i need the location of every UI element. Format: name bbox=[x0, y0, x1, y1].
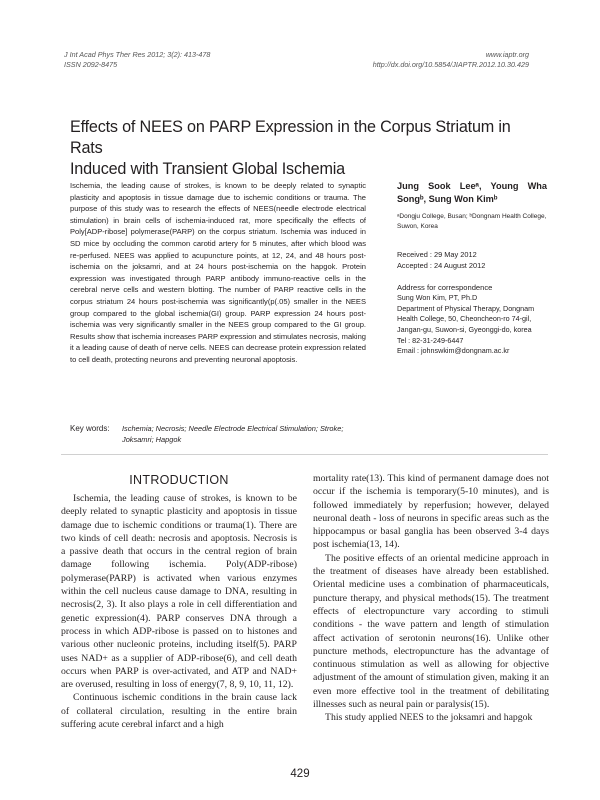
abstract bbox=[70, 180, 366, 366]
journal-issn: ISSN 2092-8475 bbox=[64, 60, 118, 69]
page-number: 429 bbox=[290, 768, 310, 780]
keywords bbox=[70, 423, 366, 445]
author-info bbox=[397, 180, 547, 357]
body-paragraph: This study applied NEES to the joksamri and hapgok bbox=[325, 712, 533, 724]
received-date: Received : 29 May 2012 bbox=[397, 250, 477, 260]
journal-website[interactable]: www.iaptr.org bbox=[485, 50, 529, 59]
section-divider bbox=[61, 454, 548, 455]
correspondence-email[interactable]: Email : johnswkim@dongnam.ac.kr bbox=[397, 346, 510, 356]
accepted-date: Accepted : 24 August 2012 bbox=[397, 261, 486, 271]
introduction-heading: INTRODUCTION bbox=[129, 473, 229, 487]
body-paragraph-continued: mortality rate(13). This kind of permanent damage does not occur if the ischemia is temporary(5-10 minutes), and is followed immediately by reperfusion; however, delayed neuronal death - loss of neurons in specific areas such as the hippocampus or basal ganglia has been observed 3-4 days post ischemia(13, 14). bbox=[313, 473, 549, 551]
body-paragraph: The positive effects of an oriental medicine approach in the treatment of diseases have already been established. Oriental medicine uses a combination of pharmaceuticals, puncture therapy, and physical methods(15). The treatment effects of electropuncture vary according to stimuli conditions - the wave pattern and length of stimulation affect activation of serotonin neurons(16). Unlike other puncture methods, electropuncture has the advantage of continuous stimulation as well as allowing for objective adjustment of the amount of stimulation given, making it an even more effective tool in the treatment of debilitating illnesses such as neural pain or paralysis(15). bbox=[313, 552, 549, 711]
body-paragraph: Ischemia, the leading cause of strokes, is known to be deeply related to synaptic plasticity and apoptosis in tissue damage due to ischemic conditions or trauma(1). There are two kinds of cell death: necrosis and apoptosis. Necrosis is a passive death that occurs in the central region of brain damage following ischemia. Poly(ADP-ribose) polymerase(PARP) is activated when various enzymes within the cell nucleus cause damage to DNA, resulting in necrosis(2, 3). It also plays a role in cell differentiation and genetic expression(4). PARP conserves DNA through a process in which ADP-ribose is passed on to histones and various other nucleonic proteins, including itself(5). PARP uses NAD+ as a supplier of ADP-ribose(6), and cell death occurs when PARP is over-activated, and ATP and NAD+ are overused, resulting in loss of energy(7, 8, 9, 10, 11, 12). bbox=[61, 493, 297, 691]
correspondence-address: Department of Physical Therapy, Dongnam Health College, 50, Cheoncheon-ro 74-gil, Jangan-gu, Suwon-si, Gyeonggi-do, korea bbox=[397, 303, 535, 334]
article-dates bbox=[397, 249, 547, 271]
journal-citation: J Int Acad Phys Ther Res 2012; 3(2): 413-478 bbox=[64, 50, 211, 59]
journal-links bbox=[373, 50, 529, 70]
article-doi[interactable]: http://dx.doi.org/10.5854/JIAPTR.2012.10.30.429 bbox=[372, 60, 529, 69]
title-line-2: Induced with Transient Global Ischemia bbox=[70, 160, 345, 178]
correspondence-heading: Address for correspondence bbox=[397, 283, 493, 293]
correspondence-tel: Tel : 82-31-249-6447 bbox=[397, 335, 464, 345]
body-paragraph: Continuous ischemic conditions in the brain cause lack of collateral circulation, resulting in the entire brain suffering acute cerebral infarct and a high bbox=[61, 692, 297, 731]
author-affiliation: ᵃDongju College, Busan; ᵇDongnam Health College, Suwon, Korea bbox=[397, 213, 547, 230]
title-line-1: Effects of NEES on PARP Expression in the Corpus Striatum in Rats bbox=[70, 118, 511, 157]
keywords-list: Ischemia; Necrosis; Needle Electrode Electrical Stimulation; Stroke; Joksamri; Hapgok bbox=[122, 424, 344, 444]
journal-header bbox=[64, 50, 210, 70]
keywords-label: Key words: bbox=[70, 424, 110, 433]
article-title bbox=[70, 117, 540, 180]
body-column-right bbox=[313, 472, 549, 725]
correspondence-name: Sung Won Kim, PT, Ph.D bbox=[397, 293, 478, 303]
body-column-left bbox=[61, 492, 297, 731]
correspondence-details bbox=[397, 293, 547, 357]
author-names: Jung Sook Leeᵃ, Young Wha Songᵇ, Sung Won Kimᵇ bbox=[397, 181, 547, 204]
abstract-text: Ischemia, the leading cause of strokes, is known to be deeply related to synaptic plasticity and apoptosis in tissue damage due to ischemic conditions or trauma. The purpose of this study was to research the effects of NEES(needle electrode electrical stimulation) in brain cells of ischemia-induced rat, more specifically the effects of Poly[ADP-ribose] polymerase(PARP) on the corpus striatum. Ischemia was induced in SD mice by occluding the common carotid artery for 5 minutes, after which blood was re-perfused. NEES was applied to acupuncture points, at 12, 24, and 48 hours post-ischemia on the joksamri, and at 24 hours post-ischemia on the hapgok. Protein expression was investigated through PARP antibody immuno-reactive cells in the cerebral nerve cells and western blotting. The number of PARP reactive cells in the corpus striatum 24 hours post-ischemia was significantly(p(.05) smaller in the NEES group compared to the global ischemia(GI) group. PARP expression 24 hours post-ischemia was very significantly smaller in the NEES group compared to the GI group. Results show that ischemia increases PARP expression and stimulates necrosis, making it a leading cause of death of nerve cells. NEES can decrease protein expression related to cell death, protecting neurons and preventing neuronal apoptosis. bbox=[70, 181, 366, 364]
